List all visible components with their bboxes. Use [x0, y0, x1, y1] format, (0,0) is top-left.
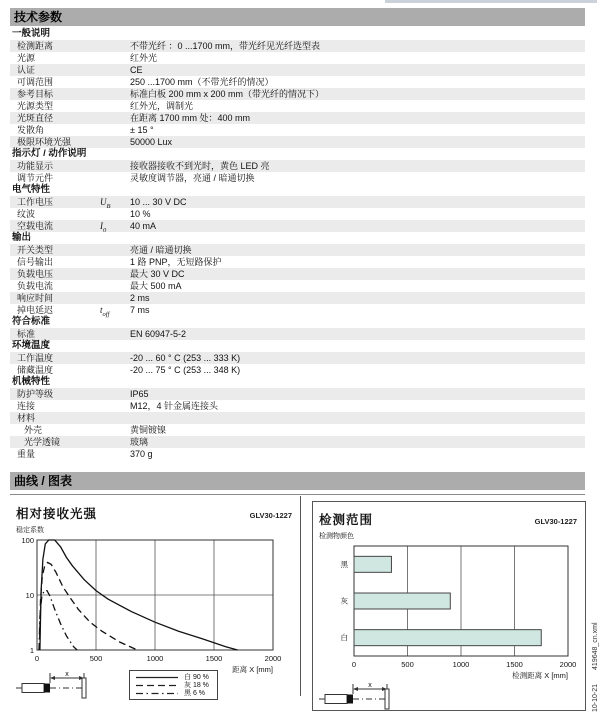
spec-label: 负载电流	[17, 281, 54, 291]
spec-label: 外壳	[24, 425, 43, 435]
spec-label: 开关类型	[17, 245, 54, 255]
spec-label: 重量	[17, 449, 36, 459]
spec-symbol: $U_B$	[100, 197, 111, 210]
spec-value: IP65	[130, 389, 149, 399]
spec-value: 灵敏度调节器，亮通 / 暗通切换	[130, 173, 255, 183]
spec-label: 储藏温度	[17, 365, 54, 375]
spec-symbol	[100, 364, 130, 376]
spec-row	[10, 412, 585, 424]
spec-symbol	[100, 160, 130, 172]
spec-symbol	[100, 400, 130, 412]
spec-row	[10, 100, 585, 112]
spec-symbol	[100, 424, 130, 436]
spec-label: 可调范围	[17, 77, 54, 87]
spec-group-title: 一般说明	[12, 28, 51, 39]
spec-value: 在距离 1700 mm 处：400 mm	[130, 113, 251, 123]
chart-head	[313, 502, 585, 528]
spec-table	[10, 28, 585, 460]
spec-row	[10, 292, 585, 304]
spec-row	[10, 388, 585, 400]
spec-group-title: 输出	[12, 232, 32, 243]
spec-symbol	[100, 388, 130, 400]
spec-symbol	[100, 292, 130, 304]
bar-灰	[354, 593, 450, 609]
legend-label: 黑 6 %	[184, 690, 206, 697]
spec-value: 标准白板 200 mm x 200 mm（带光纤的情况下）	[130, 89, 325, 99]
spec-value: 40 mA	[130, 221, 157, 231]
spec-row	[10, 136, 585, 148]
spec-value: 亮通 / 暗通切换	[130, 245, 192, 255]
spec-label: 调节元件	[17, 173, 54, 183]
spec-value: CE	[130, 65, 143, 75]
x-tick-label: 500	[89, 654, 103, 663]
spec-symbol	[100, 172, 130, 184]
spec-value: 7 ms	[130, 305, 150, 315]
spec-group-title: 电气特性	[12, 184, 51, 195]
spec-label: 功能显示	[17, 161, 54, 171]
x-tick-label: 0	[351, 660, 357, 669]
spec-value: ± 15 °	[130, 125, 154, 135]
spec-value: 2 ms	[130, 293, 150, 303]
spec-label: 极限环境光强	[17, 137, 72, 147]
spec-row	[10, 268, 585, 280]
spec-symbol	[100, 40, 130, 52]
spec-row	[10, 112, 585, 124]
chart-head	[10, 496, 300, 522]
spec-row	[10, 172, 585, 184]
spec-row	[10, 256, 585, 268]
chart-footer-row	[10, 670, 300, 700]
legend-line-sample	[136, 674, 178, 681]
spec-label: 光斑直径	[17, 113, 54, 123]
spec-row	[10, 160, 585, 172]
x-tick-label: 2000	[559, 660, 577, 669]
chart-title: 检测范围	[319, 513, 374, 527]
spec-value: 1 路 PNP，无短路保护	[130, 257, 222, 267]
x-tick-label: 1000	[146, 654, 164, 663]
spec-symbol	[100, 352, 130, 364]
spec-symbol	[100, 112, 130, 124]
x-tick-label: 1000	[452, 660, 470, 669]
spec-row	[10, 352, 585, 364]
sensor-target-diagram	[319, 682, 404, 710]
spec-value: 10 %	[130, 209, 151, 219]
spec-symbol	[100, 268, 130, 280]
charts-area	[10, 494, 585, 719]
spec-value: 接收器接收不到光时，黄色 LED 亮	[130, 161, 270, 171]
spec-label: 认证	[17, 65, 36, 75]
spec-label: 材料	[17, 413, 36, 423]
document-id-vertical-text	[592, 622, 599, 712]
spec-row	[10, 124, 585, 136]
dimension-x-label: x	[368, 682, 372, 689]
spec-symbol	[100, 88, 130, 100]
spec-row	[10, 364, 585, 376]
spec-value: 红外光	[130, 53, 158, 63]
spec-label: 标准	[17, 329, 36, 339]
device-code: GLV30-1227	[534, 517, 577, 526]
spec-value: 370 g	[130, 449, 153, 459]
scan-artifact-strip	[385, 0, 597, 3]
spec-symbol	[100, 412, 130, 424]
spec-value: 50000 Lux	[130, 137, 173, 147]
spec-label: 发散角	[17, 125, 45, 135]
legend-entry	[136, 689, 209, 697]
legend-line-sample	[136, 690, 178, 697]
y-tick-label: 100	[21, 536, 34, 545]
x-tick-label: 2000	[264, 654, 282, 663]
spec-row	[10, 40, 585, 52]
line-chart-svg	[10, 536, 300, 674]
spec-symbol	[100, 448, 130, 460]
chart-footer-row	[313, 682, 585, 710]
x-axis-label: 距离 X [mm]	[232, 665, 273, 674]
chart-legend	[129, 670, 218, 700]
spec-label: 纹波	[17, 209, 36, 219]
spec-label: 光学透镜	[24, 437, 61, 447]
spec-group-title: 指示灯 / 动作说明	[12, 148, 87, 159]
spec-row	[10, 196, 585, 208]
spec-label: 光源类型	[17, 101, 54, 111]
spec-row	[10, 304, 585, 316]
spec-value: 黄铜镀镍	[130, 425, 167, 435]
spec-label: 工作温度	[17, 353, 54, 363]
spec-row	[10, 52, 585, 64]
y-tick-label: 1	[29, 646, 34, 655]
sensor-target-diagram	[16, 671, 101, 699]
spec-value: 250 ...1700 mm（不带光纤的情况）	[130, 77, 274, 87]
spec-value: -20 ... 75 ° C (253 ... 348 K)	[130, 365, 241, 375]
spec-value: 红外光，调制光	[130, 101, 194, 111]
spec-label: 连接	[17, 401, 36, 411]
y-tick-label: 10	[25, 591, 34, 600]
category-label: 白	[340, 633, 348, 643]
spec-label: 工作电压	[17, 197, 54, 207]
x-tick-label: 500	[401, 660, 414, 669]
spec-symbol	[100, 280, 130, 292]
spec-symbol: $t_{off}$	[100, 305, 110, 318]
spec-symbol	[100, 124, 130, 136]
spec-row	[10, 436, 585, 448]
dimension-x-label: x	[65, 671, 69, 678]
spec-symbol	[100, 136, 130, 148]
legend-label: 灰 18 %	[184, 682, 209, 689]
spec-label: 检测距离	[17, 41, 54, 51]
spec-value: -20 ... 60 ° C (253 ... 333 K)	[130, 353, 241, 363]
spec-value: 不带光纤 ：0 ...1700 mm，带光纤见光纤选型表	[130, 41, 321, 51]
spec-label: 负载电压	[17, 269, 54, 279]
chart-panel-relative-light	[10, 496, 301, 696]
section-header-technical-parameters: 技术参数	[10, 8, 585, 26]
spec-value: EN 60947-5-2	[130, 329, 187, 339]
spec-symbol	[100, 64, 130, 76]
spec-value: 10 ... 30 V DC	[130, 197, 187, 207]
spec-row	[10, 244, 585, 256]
spec-symbol	[100, 256, 130, 268]
spec-symbol	[100, 436, 130, 448]
bar-chart-svg	[313, 542, 583, 680]
x-axis-label: 检测距离 X [mm]	[512, 671, 568, 680]
spec-group-title: 符合标准	[12, 316, 51, 327]
spec-value: 玻璃	[130, 437, 149, 447]
spec-symbol	[100, 208, 130, 220]
spec-value: 最大 500 mA	[130, 281, 182, 291]
spec-symbol	[100, 100, 130, 112]
spec-row	[10, 64, 585, 76]
spec-row	[10, 328, 585, 340]
spec-row	[10, 448, 585, 460]
category-label: 黑	[340, 559, 348, 569]
spec-symbol	[100, 328, 130, 340]
datasheet-content	[10, 8, 585, 719]
doc-date: 10-10-21	[592, 683, 599, 712]
y-axis-label: 稳定系数	[16, 527, 44, 534]
spec-row	[10, 280, 585, 292]
x-tick-label: 1500	[506, 660, 523, 669]
spec-label: 信号输出	[17, 257, 54, 267]
spec-value: 最大 30 V DC	[130, 269, 185, 279]
doc-file: 419648_cn.xml	[592, 622, 599, 670]
spec-label: 空载电流	[17, 221, 54, 231]
spec-label: 防护等级	[17, 389, 54, 399]
legend-label: 白 90 %	[184, 674, 209, 681]
spec-group-title: 环境温度	[12, 340, 51, 351]
spec-label: 光源	[17, 53, 36, 63]
section-header-curves-charts: 曲线 / 图表	[10, 472, 585, 490]
chart-title: 相对接收光强	[16, 507, 98, 521]
spec-label: 参考目标	[17, 89, 54, 99]
chart-panel-detection-range	[312, 501, 586, 711]
spec-row	[10, 208, 585, 220]
category-label: 灰	[340, 596, 348, 606]
spec-label: 掉电延迟	[17, 305, 54, 315]
device-code: GLV30-1227	[249, 511, 292, 520]
x-tick-label: 1500	[205, 654, 223, 663]
spec-row	[10, 76, 585, 88]
spec-group-title: 机械特性	[12, 376, 51, 387]
spec-label: 响应时间	[17, 293, 54, 303]
x-tick-label: 0	[34, 654, 40, 663]
spec-symbol	[100, 244, 130, 256]
spec-symbol: $I_0$	[100, 221, 107, 234]
spec-value	[130, 412, 585, 424]
spec-row	[10, 220, 585, 232]
spec-row	[10, 424, 585, 436]
bar-黑	[354, 556, 391, 572]
legend-line-sample	[136, 682, 178, 689]
spec-row	[10, 400, 585, 412]
spec-symbol	[100, 52, 130, 64]
y-axis-label: 检测物颜色	[319, 533, 354, 540]
spec-symbol	[100, 76, 130, 88]
spec-row	[10, 88, 585, 100]
bar-白	[354, 630, 541, 646]
spec-value: M12，4 针金属连接头	[130, 401, 219, 411]
